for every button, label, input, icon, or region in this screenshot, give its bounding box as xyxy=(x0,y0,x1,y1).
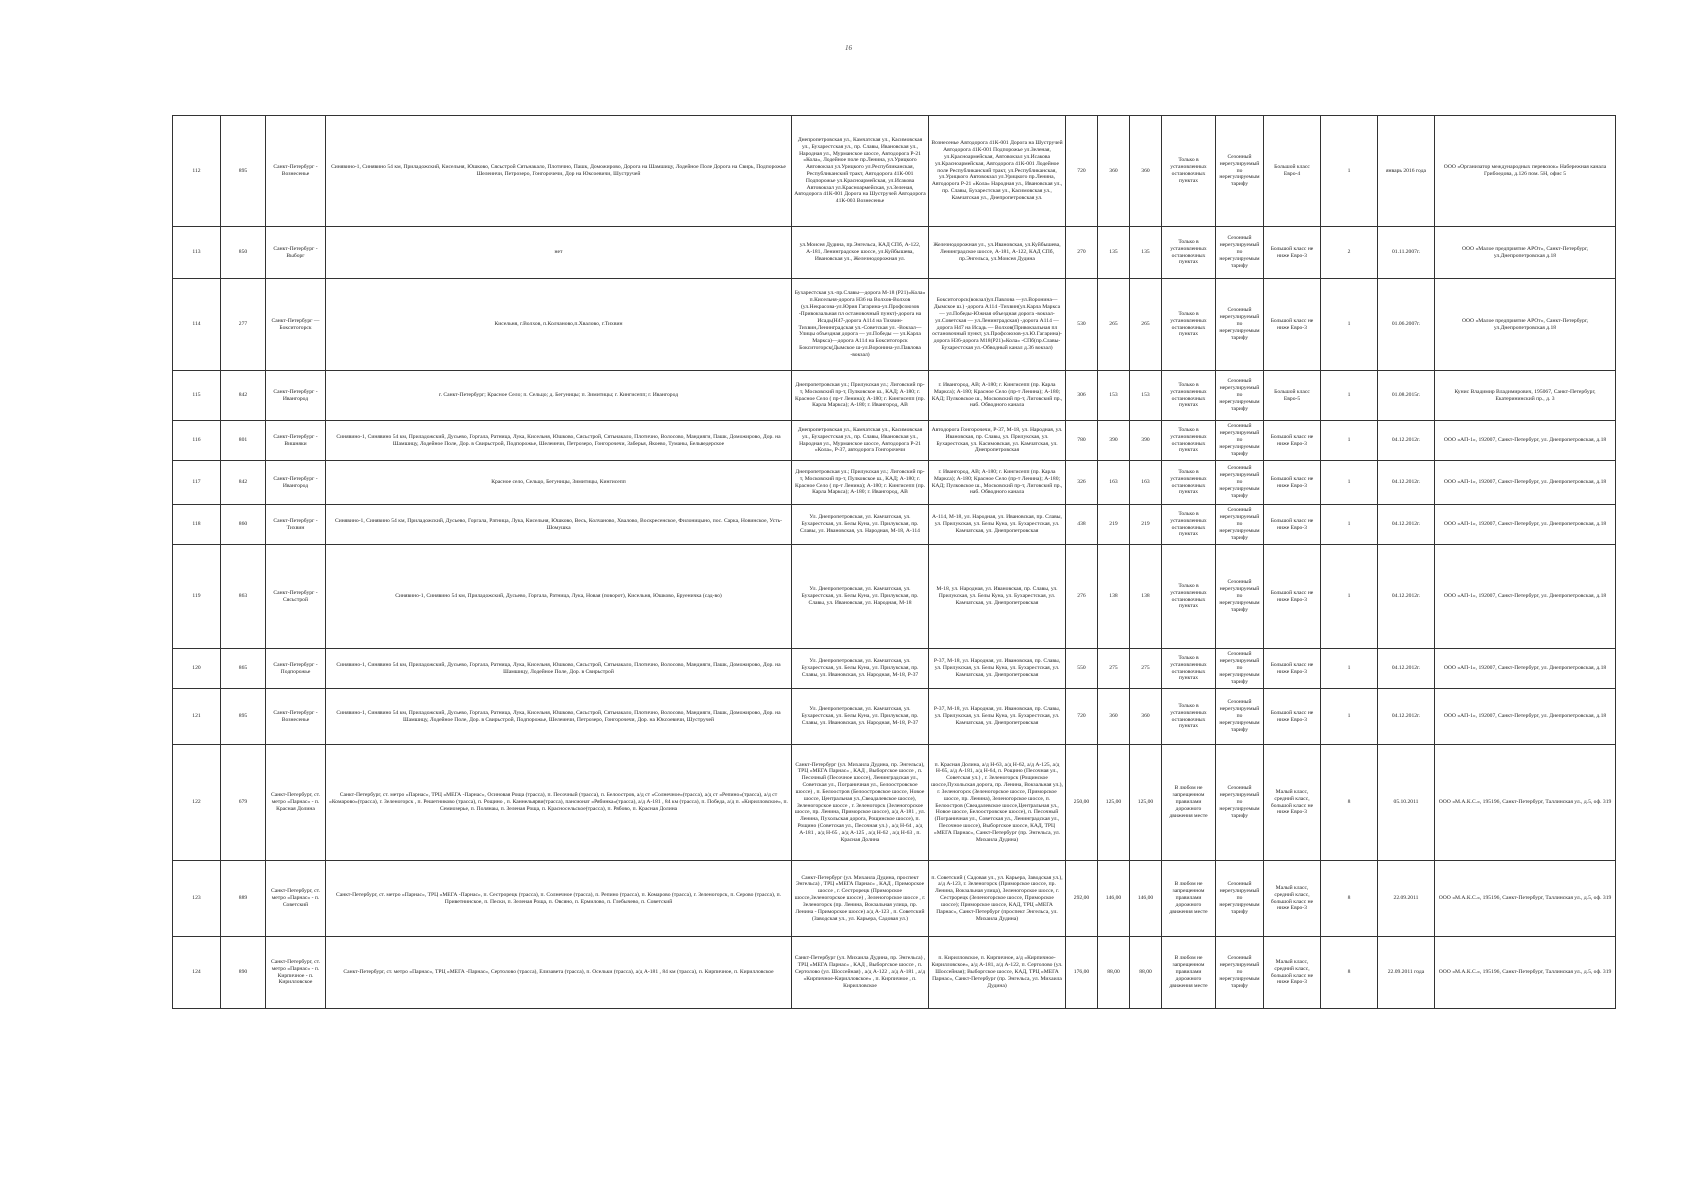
length-forward-cell: 163 xyxy=(1098,461,1130,505)
streets-back-cell: Р-37, М-18, ул. Народная, ул. Ивановская, пр. Славы, ул. Прилукская, ул. Белы Куна, ул. Бухарестская, ул. Камчатская, ул. Днепропетровская xyxy=(929,649,1066,689)
vehicle-count-cell: 8 xyxy=(1321,745,1378,861)
route-number-cell: 112 xyxy=(173,116,221,227)
route-name-cell: Санкт-Петербург — Бокситогорск xyxy=(266,279,326,371)
route-length-cell: 550 xyxy=(1066,649,1098,689)
length-forward-cell: 265 xyxy=(1098,279,1130,371)
route-name-cell: Санкт-Петербург - Вишняки xyxy=(266,421,326,461)
carrier-info-cell: ООО «Малое предприятие АРОт», Санкт-Петербург, ул.Днепропетровская д.18 xyxy=(1435,279,1616,371)
registration-number-cell: 889 xyxy=(221,861,266,937)
carrier-info-cell: ООО «АП-1», 192007, Санкт-Петербург, ул. Днепропетровская, д.18 xyxy=(1435,461,1616,505)
route-number-cell: 113 xyxy=(173,227,221,279)
vehicle-class-cell: Большой класс Евро-4 xyxy=(1264,116,1321,227)
tariff-type-cell: Сезонный нерегулируемый по нерегулируемым тарифу xyxy=(1216,861,1264,937)
carrier-info-cell: ООО «АП-1», 192007, Санкт-Петербург, ул. Днепропетровская, д.18 xyxy=(1435,545,1616,649)
vehicle-count-cell: 1 xyxy=(1321,371,1378,421)
streets-back-cell: Железнодорожная ул., ул.Ивановская, ул.Куйбышева, Ленинградское шоссе, А-181, А-122, КАД СПб, пр.Энгельса, ул.Моисея Дудина xyxy=(929,227,1066,279)
stop-order-cell: Только в установленных остановочных пунктах xyxy=(1162,545,1216,649)
start-date-cell: 04.12.2012г. xyxy=(1378,689,1435,745)
streets-back-cell: М-18, ул. Народная, ул. Ивановская, пр. Славы, ул. Прилукская, ул. Белы Куна, ул. Бухарестская, ул. Камчатская, ул. Днепропетровская xyxy=(929,545,1066,649)
vehicle-class-cell: Малый класс, средний класс, большой класс не ниже Евро-3 xyxy=(1264,861,1321,937)
tariff-type-cell: Сезонный нерегулируемый по нерегулируемым тарифу xyxy=(1216,227,1264,279)
streets-forward-cell: Ул. Днепропетровская, ул. Камчатская, ул. Бухарестская, ул. Белы Куна, ул. Прилукская, пр. Славы, ул. Ивановская, ул. Народная, М-18, Р-37 xyxy=(792,689,929,745)
route-number-cell: 119 xyxy=(173,545,221,649)
start-date-cell: 04.12.2012г. xyxy=(1378,421,1435,461)
length-back-cell: 88,00 xyxy=(1130,937,1162,1009)
registration-number-cell: 860 xyxy=(221,505,266,545)
streets-forward-cell: Ул. Днепропетровская, ул. Камчатская, ул. Бухарестская, ул. Белы Куна, ул. Прилукская, пр. Славы, ул. Ивановская, ул. Народная, М-18, А-114 xyxy=(792,505,929,545)
length-forward-cell: 219 xyxy=(1098,505,1130,545)
table-row xyxy=(173,937,1616,1009)
table-row xyxy=(173,861,1616,937)
start-date-cell: январь 2016 года xyxy=(1378,116,1435,227)
intermediate-stops-cell: Кисельня, г.Волхов, п.Колчаново,п.Хвалово, г.Тихвин xyxy=(326,279,792,371)
table-row xyxy=(173,371,1616,421)
registration-number-cell: 865 xyxy=(221,649,266,689)
streets-forward-cell: Бухарестская ул.-пр.Славы—дорога М-18 (Р21)«Кола» п.Кисельня-дорога Н36 на Волхов-Волхов (ул.Некрасова-ул.Юрия Гагарина-ул.Профсоюзов -Привокзальная пл остановочный пункт)-дорога на Исадь(Н47-дорога А114 на Тихвин- Тихвин,Ленинградская ул.-Советская ул. -Вокзал—Улицы объездная дорога — ул.Победы — ул.Карла Маркса)—дорога А114 на Бокситогорск Бокситогорск(Дымское ш-ул.Воронина-ул.Павлова -вокзал) xyxy=(792,279,929,371)
start-date-cell: 04.12.2012г. xyxy=(1378,649,1435,689)
start-date-cell: 22.09.2011 года xyxy=(1378,937,1435,1009)
length-back-cell: 360 xyxy=(1130,116,1162,227)
streets-back-cell: А-114, М-18, ул. Народная, ул. Ивановская, пр. Славы, ул. Прилукская, ул. Белы Куна, ул. Бухарестская, ул. Камчатская, ул. Днепропетровская xyxy=(929,505,1066,545)
length-forward-cell: 390 xyxy=(1098,421,1130,461)
route-number-cell: 114 xyxy=(173,279,221,371)
intermediate-stops-cell: Санкт-Петербург, ст. метро «Парнас», ТРЦ «МЕГА -Парнас», Осиновая Роща (трасса), п. Песочный (трасса), п. Белоостров, а/д ст «Солнечное»(трасса), а/д ст «Репино»(трасса), а/д ст «Комарово»(трасса), г. Зеленогорск , п. Решетниково (трасса), п. Рощино , п. Каннельярви(трасса), пансионат «Рябинка»(трасса), а/д А-181 , 84 км (трасса), п. Победа, а/д п. «Кирилловское», п. Семиозерье, п. Полянаы, п. Зеленая Роща, п. Красносельское(трасса), п. Рябово, п. Красная Долина xyxy=(326,745,792,861)
route-length-cell: 720 xyxy=(1066,689,1098,745)
streets-back-cell: п. Кирилловское, п. Кирпичное, а/д «Кирпичное-Кирилловское», а/д А-181, а/д А-122, п. Сертолово (ул. Шоссейная); Выборгское шоссе, КАД, ТРЦ «МЕГА Парнас», Санкт-Петербург (пр. Энгельса, ул. Михаила Дудина) xyxy=(929,937,1066,1009)
route-length-cell: 292,00 xyxy=(1066,861,1098,937)
registration-number-cell: 801 xyxy=(221,421,266,461)
route-name-cell: Санкт-Петербург, ст. метро «Парнас» - п. Красная Долина xyxy=(266,745,326,861)
tariff-type-cell: Сезонный нерегулируемый по нерегулируемым тарифу xyxy=(1216,649,1264,689)
vehicle-class-cell: Большой класс не ниже Евро-3 xyxy=(1264,461,1321,505)
length-back-cell: 219 xyxy=(1130,505,1162,545)
page-number: 16 xyxy=(845,44,852,52)
streets-forward-cell: Днепропетровская ул., Камчатская ул., Касимовская ул., Бухарестская ул., пр. Славы, Ивановская ул., Народная ул., Мурманское шоссе, Автодорога Р-21 «Кола», Лодейное поле пр.Ленина, ул.Урицкого Автовокзал ул.Урицкого ул.Республиканская, Республиканский тракт, Автодорога 41К-001 Подпорожье ул.Красноармейская, ул.Исакова Автовокзал ул.Красноармейская, ул.Зеленая, Автодорога 41К-001 Дорога на Шустручей Автодорога 41К-003 Вознесенье xyxy=(792,116,929,227)
streets-back-cell: п. Советский ( Садовая ул., ул. Карьера, Заводская ул.), а/д А-123, г. Зеленогорск (Приморское шоссе, пр. Ленина, Вокзальная улица), Зеленогорское шоссе, г. Сестрорецк (Зеленогорское шоссе, Приморское шоссе); Приморское шоссе, КАД, ТРЦ «МЕГА Парнас», Санкт-Петербург (проспект Энгельса, ул. Михаила Дудина) xyxy=(929,861,1066,937)
intermediate-stops-cell: Синявино-1, Синявино 54 км, Приладожский, Дусьево, Горгала, Ратница, Лука, Кисельня, Юшково, Сясьстрой, Сятьнакало, Плотично, Волосово, Мандияги, Пашк, Доможирово, Дор. на Шамшицу, Лодейное Поле, Дор. в Свирьстрой xyxy=(326,649,792,689)
vehicle-class-cell: Большой класс Евро-5 xyxy=(1264,371,1321,421)
vehicle-class-cell: Большой класс не ниже Евро-3 xyxy=(1264,421,1321,461)
start-date-cell: 01.06.2007г. xyxy=(1378,279,1435,371)
start-date-cell: 22.09.2011 xyxy=(1378,861,1435,937)
route-name-cell: Санкт-Петербург, ст. метро «Парнас» - п. Советский xyxy=(266,861,326,937)
route-name-cell: Санкт-Петербург - Ивангород xyxy=(266,461,326,505)
streets-forward-cell: Ул. Днепропетровская, ул. Камчатская, ул. Бухарестская, ул. Белы Куна, ул. Прилукская, пр. Славы, ул. Ивановская, ул. Народная, М-18, Р-37 xyxy=(792,649,929,689)
routes-table xyxy=(172,115,1616,1009)
streets-forward-cell: Санкт-Петербург (ул. Михаила Дудина, проспект Энгельса) , ТРЦ «МЕГА Парнас» , КАД , Приморское шоссе , г. Сестрорецк (Приморское шоссе,Зеленогорское шоссе) , Зеленогорское шоссе , г. Зеленогорск (пр. Ленина, Вокзальная улица, пр. Ленина - Приморское шоссе) а/д А-123 , п. Советский (Заводская ул., ул. Карьера, Садовая ул.) xyxy=(792,861,929,937)
vehicle-count-cell: 1 xyxy=(1321,689,1378,745)
tariff-type-cell: Сезонный нерегулируемый по нерегулируемым тарифу xyxy=(1216,689,1264,745)
streets-back-cell: г. Ивангород, АВ; А-180; г. Кингисепп (пр. Карла Маркса); А-180; Красное Село (пр-т Ленина); А-180; КАД; Пулковское ш., Московский пр-т, Лиговский пр., наб. Обводного канала xyxy=(929,461,1066,505)
length-back-cell: 138 xyxy=(1130,545,1162,649)
carrier-info-cell: ООО «М.А.К.С.», 195196, Санкт-Петербург, Таллинская ул., д.5, оф. 319 xyxy=(1435,861,1616,937)
carrier-info-cell: ООО «АП-1», 192007, Санкт-Петербург, ул. Днепропетровская, д.18 xyxy=(1435,689,1616,745)
tariff-type-cell: Сезонный нерегулируемый по нерегулируемым тарифу xyxy=(1216,421,1264,461)
route-name-cell: Санкт-Петербург - Вознесенье xyxy=(266,116,326,227)
streets-forward-cell: Днепропетровская ул., Камчатская ул., Касимовская ул., Бухарестская ул., пр. Славы, Ивановская ул., Народная ул., Мурманское шоссе, Автодорога Р-21 «Кола», Р-37, автодорога Гонгорочечи xyxy=(792,421,929,461)
start-date-cell: 04.12.2012г. xyxy=(1378,461,1435,505)
vehicle-count-cell: 1 xyxy=(1321,649,1378,689)
streets-forward-cell: Ул. Днепропетровская, ул. Камчатская, ул. Бухарестская, ул. Белы Куна, ул. Прилукская, пр. Славы, ул. Ивановская, ул. Народная, М-18 xyxy=(792,545,929,649)
length-forward-cell: 153 xyxy=(1098,371,1130,421)
route-number-cell: 117 xyxy=(173,461,221,505)
streets-back-cell: п. Красная Долина, а/д Н-63, а/д Н-62, а/д А-125, а/д Н-65, а/д А-181, а/д Н-64, п. Рощино (Песочная ул., Советская ул.) , г. Зеленогорск (Рощинское шоссе,Пухольская дорога, пр. Ленина, Вокзальная ул.), г. Зеленогорск (Зеленогорское шоссе, Приморское шоссе, пр. Ленина), Зеленогорское шоссе, п. Белоостров (Свеадалевское шоссе,Центральная ул., Новое шоссе, Белоостровское шоссе), п. Песочный (Пограничная ул., Советская ул., Ленинградская ул., Песочное шоссе), Выборгское шоссе, КАД, ТРЦ «МЕГА Парнас», Санкт-Петербург (пр. Энгельса, ул. Михаила Дудина) xyxy=(929,745,1066,861)
registration-number-cell: 895 xyxy=(221,116,266,227)
stop-order-cell: Только в установленных остановочных пунктах xyxy=(1162,227,1216,279)
intermediate-stops-cell: Синявино-1, Синявино 54 км, Приладожский, Дусьево, Горгала, Ратница, Лука, Кисельня, Юшково, Сясьстрой, Сятьнакало, Плотично, Волосово, Мандияги, Пашк, Доможирово, Дор. на Шамшицу, Лодейное Поле, Дор. в Свирьстрой, Подпорожье, Шелеинчи, Петрозеро, Гонгорочечи, Заберья, Якоево, Туманы, Бельведерское xyxy=(326,421,792,461)
carrier-info-cell: ООО «АП-1», 192007, Санкт-Петербург, ул. Днепропетровская, д.18 xyxy=(1435,505,1616,545)
route-length-cell: 326 xyxy=(1066,461,1098,505)
vehicle-class-cell: Большой класс не ниже Евро-3 xyxy=(1264,689,1321,745)
length-forward-cell: 135 xyxy=(1098,227,1130,279)
length-forward-cell: 360 xyxy=(1098,689,1130,745)
stop-order-cell: В любом не запрещенном правилами дорожного движения месте xyxy=(1162,937,1216,1009)
streets-back-cell: Автодорога Гонгорочечи, Р-37, М-18, ул. Народная, ул. Ивановская, пр. Славы, ул. Прилукская, ул. Бухарестская, ул. Касимовская, ул. Камчатская, ул. Днепропетровская xyxy=(929,421,1066,461)
intermediate-stops-cell: нет xyxy=(326,227,792,279)
streets-back-cell: г. Ивангород, АВ; А-180; г. Кингисепп (пр. Карла Маркса); А-180; Красное Село (пр-т Ленина); А-180; КАД; Пулковское ш., Московский пр-т, Лиговский пр., наб. Обводного канала xyxy=(929,371,1066,421)
carrier-info-cell: ООО «Организатор международных перевозок» Набережная канала Грибоедова, д.126 пом. 5Н, офис 5 xyxy=(1435,116,1616,227)
table-row xyxy=(173,227,1616,279)
carrier-info-cell: ООО «М.А.К.С.», 195196, Санкт-Петербург, Таллинская ул., д.5, оф. 319 xyxy=(1435,937,1616,1009)
route-name-cell: Санкт-Петербург - Ивангород xyxy=(266,371,326,421)
table-row xyxy=(173,505,1616,545)
start-date-cell: 04.12.2012г. xyxy=(1378,545,1435,649)
vehicle-count-cell: 1 xyxy=(1321,116,1378,227)
vehicle-count-cell: 8 xyxy=(1321,937,1378,1009)
stop-order-cell: Только в установленных остановочных пунктах xyxy=(1162,689,1216,745)
length-forward-cell: 138 xyxy=(1098,545,1130,649)
registration-number-cell: 842 xyxy=(221,371,266,421)
vehicle-count-cell: 1 xyxy=(1321,421,1378,461)
route-length-cell: 306 xyxy=(1066,371,1098,421)
vehicle-class-cell: Малый класс, средний класс, большой класс не ниже Евро-3 xyxy=(1264,745,1321,861)
length-back-cell: 125,00 xyxy=(1130,745,1162,861)
registration-number-cell: 850 xyxy=(221,227,266,279)
start-date-cell: 01.08.2015г. xyxy=(1378,371,1435,421)
streets-forward-cell: ул.Моисея Дудина, пр.Энгельса, КАД СПб, А-122, А-181, Ленинградское шоссе, ул.Куйбышева, Ивановская ул., Железнодорожная ул. xyxy=(792,227,929,279)
vehicle-count-cell: 1 xyxy=(1321,461,1378,505)
length-back-cell: 153 xyxy=(1130,371,1162,421)
route-name-cell: Санкт-Петербург - Сясьстрой xyxy=(266,545,326,649)
table-row xyxy=(173,279,1616,371)
intermediate-stops-cell: г. Санкт-Петербург; Красное Село; п. Сельцо; д. Бегуницы; п. Зимитицы; г. Кингисепп; г. Ивангород xyxy=(326,371,792,421)
length-back-cell: 146,00 xyxy=(1130,861,1162,937)
route-number-cell: 124 xyxy=(173,937,221,1009)
route-number-cell: 121 xyxy=(173,689,221,745)
vehicle-count-cell: 1 xyxy=(1321,545,1378,649)
vehicle-class-cell: Большой класс не ниже Евро-3 xyxy=(1264,505,1321,545)
route-number-cell: 123 xyxy=(173,861,221,937)
vehicle-class-cell: Малый класс, средний класс, большой класс не ниже Евро-3 xyxy=(1264,937,1321,1009)
intermediate-stops-cell: Красное село, Сельцо, Бегуницы, Зимитицы, Кингисепп xyxy=(326,461,792,505)
vehicle-count-cell: 2 xyxy=(1321,227,1378,279)
length-forward-cell: 146,00 xyxy=(1098,861,1130,937)
length-forward-cell: 360 xyxy=(1098,116,1130,227)
length-forward-cell: 88,00 xyxy=(1098,937,1130,1009)
tariff-type-cell: Сезонный нерегулируемый по нерегулируемым тарифу xyxy=(1216,371,1264,421)
registration-number-cell: 895 xyxy=(221,689,266,745)
route-number-cell: 115 xyxy=(173,371,221,421)
route-name-cell: Санкт-Петербург - Тихвин xyxy=(266,505,326,545)
streets-forward-cell: Днепропетровская ул.; Прилукская ул.; Лиговский пр-т, Московский пр-т, Пулковское ш., КАД; А-180; г. Красное Село ( пр-т Ленина); А-180; г. Кингисепп (пр. Карла Маркса); А-180; г. Ивангород, АВ xyxy=(792,371,929,421)
streets-forward-cell: Санкт-Петербург (ул. Михаила Дудина, пр. Энгельса) , ТРЦ «МЕГА Парнас» , КАД , Выборгское шоссе , п. Сертолово (ул. Шоссейная) , а/д А-122 , а/д А-181 , а/д «Кирпичное-Кирилловское» , п. Кирпичное , п. Кирилловское xyxy=(792,937,929,1009)
registration-number-cell: 863 xyxy=(221,545,266,649)
tariff-type-cell: Сезонный нерегулируемый по нерегулируемым тарифу xyxy=(1216,937,1264,1009)
vehicle-count-cell: 1 xyxy=(1321,505,1378,545)
route-number-cell: 122 xyxy=(173,745,221,861)
route-length-cell: 176,00 xyxy=(1066,937,1098,1009)
table-row xyxy=(173,116,1616,227)
stop-order-cell: Только в установленных остановочных пунктах xyxy=(1162,421,1216,461)
streets-back-cell: Бокситогорск(вокзал)ул.Павлова —ул.Воронина—Дымское ш.) -дорога А114 -Тихвин(ул.Карла Маркса — ул.Победы-Южная объездная дорога -вокзал-ул.Советская — ул.Ленинградская) -дорога А114 — дорога Н47 на Исадь — Волхов(Привокзальная пл остановочный пункт, ул.Профсоюзов-ул.Ю.Гагарина)-дорога Н36-дорога М18(Р21)«Кола» -СПб(пр.Славы-Бухарестская ул.-Обводный канал д.36 вокзал) xyxy=(929,279,1066,371)
vehicle-class-cell: Большой класс не ниже Евро-3 xyxy=(1264,227,1321,279)
vehicle-count-cell: 8 xyxy=(1321,861,1378,937)
intermediate-stops-cell: Санкт-Петербург, ст. метро «Парнас», ТРЦ «МЕГА -Парнас», п. Сестрорецк (трасса), п. Солнечное (трасса), п. Репино (трасса), п. Комарово (трасса), г. Зеленогорск, п. Серово (трасса), п. Приветнинское, п. Пески, п. Зеленая Роща, п. Овсяно, п. Ермилово, п. Глебычево, п. Советский xyxy=(326,861,792,937)
route-length-cell: 438 xyxy=(1066,505,1098,545)
tariff-type-cell: Сезонный нерегулируемый по нерегулируемым тарифу xyxy=(1216,505,1264,545)
table-row xyxy=(173,649,1616,689)
tariff-type-cell: Сезонный нерегулируемый по нерегулируемым тарифу xyxy=(1216,545,1264,649)
table-row xyxy=(173,745,1616,861)
tariff-type-cell: Сезонный нерегулируемый по нерегулируемым тарифу xyxy=(1216,461,1264,505)
length-forward-cell: 125,00 xyxy=(1098,745,1130,861)
intermediate-stops-cell: Синявино-1, Синявино 54 км, Приладожский, Дусьево, Горгала, Ратница, Лука, Кисельня, Юшково, Весь, Колчаново, Хвалово, Воскресенское, Филоницыно, пос. Сарка, Новинское, Усть-Шомушка xyxy=(326,505,792,545)
route-name-cell: Санкт-Петербург - Подпорожье xyxy=(266,649,326,689)
length-back-cell: 275 xyxy=(1130,649,1162,689)
start-date-cell: 04.12.2012г. xyxy=(1378,505,1435,545)
registration-number-cell: 679 xyxy=(221,745,266,861)
stop-order-cell: В любом не запрещенном правилами дорожного движения месте xyxy=(1162,745,1216,861)
route-length-cell: 250,00 xyxy=(1066,745,1098,861)
vehicle-count-cell: 1 xyxy=(1321,279,1378,371)
route-length-cell: 780 xyxy=(1066,421,1098,461)
length-back-cell: 360 xyxy=(1130,689,1162,745)
route-length-cell: 276 xyxy=(1066,545,1098,649)
route-length-cell: 720 xyxy=(1066,116,1098,227)
length-back-cell: 390 xyxy=(1130,421,1162,461)
stop-order-cell: Только в установленных остановочных пунктах xyxy=(1162,371,1216,421)
table-body xyxy=(173,116,1616,1009)
route-name-cell: Санкт-Петербург, ст. метро «Парнас» - п. Кирпичное - п. Кирилловское xyxy=(266,937,326,1009)
streets-forward-cell: Санкт-Петербург (ул. Михаила Дудина, пр. Энгельса), ТРЦ «МЕГА Парнас» , КАД , Выборгское шоссе , п. Песочный (Песочное шоссе), Ленинградская ул., Советская ул., Пограничная ул., Белоостровское шоссе) , п. Белоостров (Белоостровское шоссе, Новое шоссе, Центральная ул.,Свеадалевское шоссе), Зеленогорское шоссе , г. Зеленогорск (Зеленогорское шоссе, пр. Ленина, Приморское шоссе), а/д А-181 , ул. Ленина, Пухольская дорога, Рощинское шоссе), п. Рощино (Советская ул., Песочная ул.) , а/д Н-64 , а/д А-181 , а/д Н-65 , а/д А-125 , а/д Н-62 , а/д Н-63 , п. Красная Долина xyxy=(792,745,929,861)
table-row xyxy=(173,421,1616,461)
start-date-cell: 01.11.2007г. xyxy=(1378,227,1435,279)
table-row xyxy=(173,545,1616,649)
streets-back-cell: Р-37, М-18, ул. Народная, ул. Ивановская, пр. Славы, ул. Прилукская, ул. Белы Куна, ул. Бухарестская, ул. Камчатская, ул. Днепропетровская xyxy=(929,689,1066,745)
length-back-cell: 135 xyxy=(1130,227,1162,279)
tariff-type-cell: Сезонный нерегулируемый по нерегулируемым тарифу xyxy=(1216,745,1264,861)
carrier-info-cell: ООО «Малое предприятие АРОт», Санкт-Петербург, ул.Днепропетровская д.18 xyxy=(1435,227,1616,279)
intermediate-stops-cell: Синявино-1, Синявино 54 км, Приладожский, Кисельня, Юшково, Сясьстрой Сятьнакало, Плотично, Пашк, Доможирово, Дорога на Шамшицу, Лодейное Поле Дорога на Свирь, Подпорожье Шелеинчи, Петрозеро, Гонгорочечи, Дор на Юксоевичи, Шустручей xyxy=(326,116,792,227)
carrier-info-cell: ООО «АП-1», 192007, Санкт-Петербург, ул. Днепропетровская, д.18 xyxy=(1435,649,1616,689)
stop-order-cell: В любом не запрещенном правилами дорожного движения месте xyxy=(1162,861,1216,937)
registration-number-cell: 842 xyxy=(221,461,266,505)
carrier-info-cell: ООО «М.А.К.С.», 195196, Санкт-Петербург, Таллинская ул., д.5, оф. 319 xyxy=(1435,745,1616,861)
start-date-cell: 05.10.2011 xyxy=(1378,745,1435,861)
length-back-cell: 163 xyxy=(1130,461,1162,505)
vehicle-class-cell: Большой класс не ниже Евро-3 xyxy=(1264,545,1321,649)
vehicle-class-cell: Большой класс не ниже Евро-3 xyxy=(1264,279,1321,371)
intermediate-stops-cell: Санкт-Петербург, ст. метро «Парнас», ТРЦ «МЕГА -Парнас», Сертолово (трасса), Елизавета (трасса), п. Осельки (трасса), а/д А-181 , 84 км (трасса), п. Кирпичное, п. Кирилловское xyxy=(326,937,792,1009)
stop-order-cell: Только в установленных остановочных пунктах xyxy=(1162,116,1216,227)
intermediate-stops-cell: Синявино-1, Синявино 54 км, Приладожский, Дусьево, Горгала, Ратница, Лука, Кисельня, Юшково, Сясьстрой, Сятьнакало, Плотично, Волосово, Мандияги, Пашк, Доможирово, Дор. на Шамшицу, Лодейное Поле, Дор. в Свирьстрой, Подпорожье, Шелеинчи, Петрозеро, Гонгорочечи, Дор. на Юксоевичи, Шустручей xyxy=(326,689,792,745)
carrier-info-cell: Кунис Владимир Владимирович, 195067, Санкт-Петербург, Екатерининский пр., д. 3 xyxy=(1435,371,1616,421)
carrier-info-cell: ООО «АП-1», 192007, Санкт-Петербург, ул. Днепропетровская, д.18 xyxy=(1435,421,1616,461)
stop-order-cell: Только в установленных остановочных пунктах xyxy=(1162,505,1216,545)
route-number-cell: 116 xyxy=(173,421,221,461)
table-row xyxy=(173,461,1616,505)
route-name-cell: Санкт-Петербург - Выборг xyxy=(266,227,326,279)
route-length-cell: 530 xyxy=(1066,279,1098,371)
stop-order-cell: Только в установленных остановочных пунктах xyxy=(1162,279,1216,371)
route-length-cell: 270 xyxy=(1066,227,1098,279)
tariff-type-cell: Сезонный нерегулируемый по нерегулируемым тарифу xyxy=(1216,116,1264,227)
vehicle-class-cell: Большой класс не ниже Евро-3 xyxy=(1264,649,1321,689)
table-row xyxy=(173,689,1616,745)
streets-back-cell: Вознесенье Автодорога 41К-001 Дорога на Шустручей Автодорога 41К-001 Подпорожье ул.Зеленая, ул.Красноармейская, Автовокзал ул.Исакова ул.Красноармейская, Автодорога 41К-001 Лодейное поле Республиканский тракт, ул.Республиканская, ул.Урицкого Автовокзал ул.Урицкого пр.Ленина, Автодорога Р-21 «Кола» Народная ул., Ивановская ул., пр. Славы, Бухарестская ул., Касимовская ул., Камчатская ул., Днепропетровская ул. xyxy=(929,116,1066,227)
stop-order-cell: Только в установленных остановочных пунктах xyxy=(1162,649,1216,689)
route-name-cell: Санкт-Петербург - Вознесенье xyxy=(266,689,326,745)
route-number-cell: 120 xyxy=(173,649,221,689)
tariff-type-cell: Сезонный нерегулируемый по нерегулируемым тарифу xyxy=(1216,279,1264,371)
intermediate-stops-cell: Синявино-1, Синявино 54 км, Приладожский, Дусьево, Горгала, Ратница, Лука, Новая (поворот), Кисельня, Юшково, Бруеничка (сад-во) xyxy=(326,545,792,649)
streets-forward-cell: Днепропетровская ул.; Прилукская ул.; Лиговский пр-т, Московский пр-т, Пулковское ш., КАД; А-180; г. Красное Село ( пр-т Ленина); А-180; г. Кингисепп (пр. Карла Маркса); А-180; г. Ивангород, АВ xyxy=(792,461,929,505)
stop-order-cell: Только в установленных остановочных пунктах xyxy=(1162,461,1216,505)
registration-number-cell: 890 xyxy=(221,937,266,1009)
route-number-cell: 118 xyxy=(173,505,221,545)
length-forward-cell: 275 xyxy=(1098,649,1130,689)
length-back-cell: 265 xyxy=(1130,279,1162,371)
registration-number-cell: 277 xyxy=(221,279,266,371)
